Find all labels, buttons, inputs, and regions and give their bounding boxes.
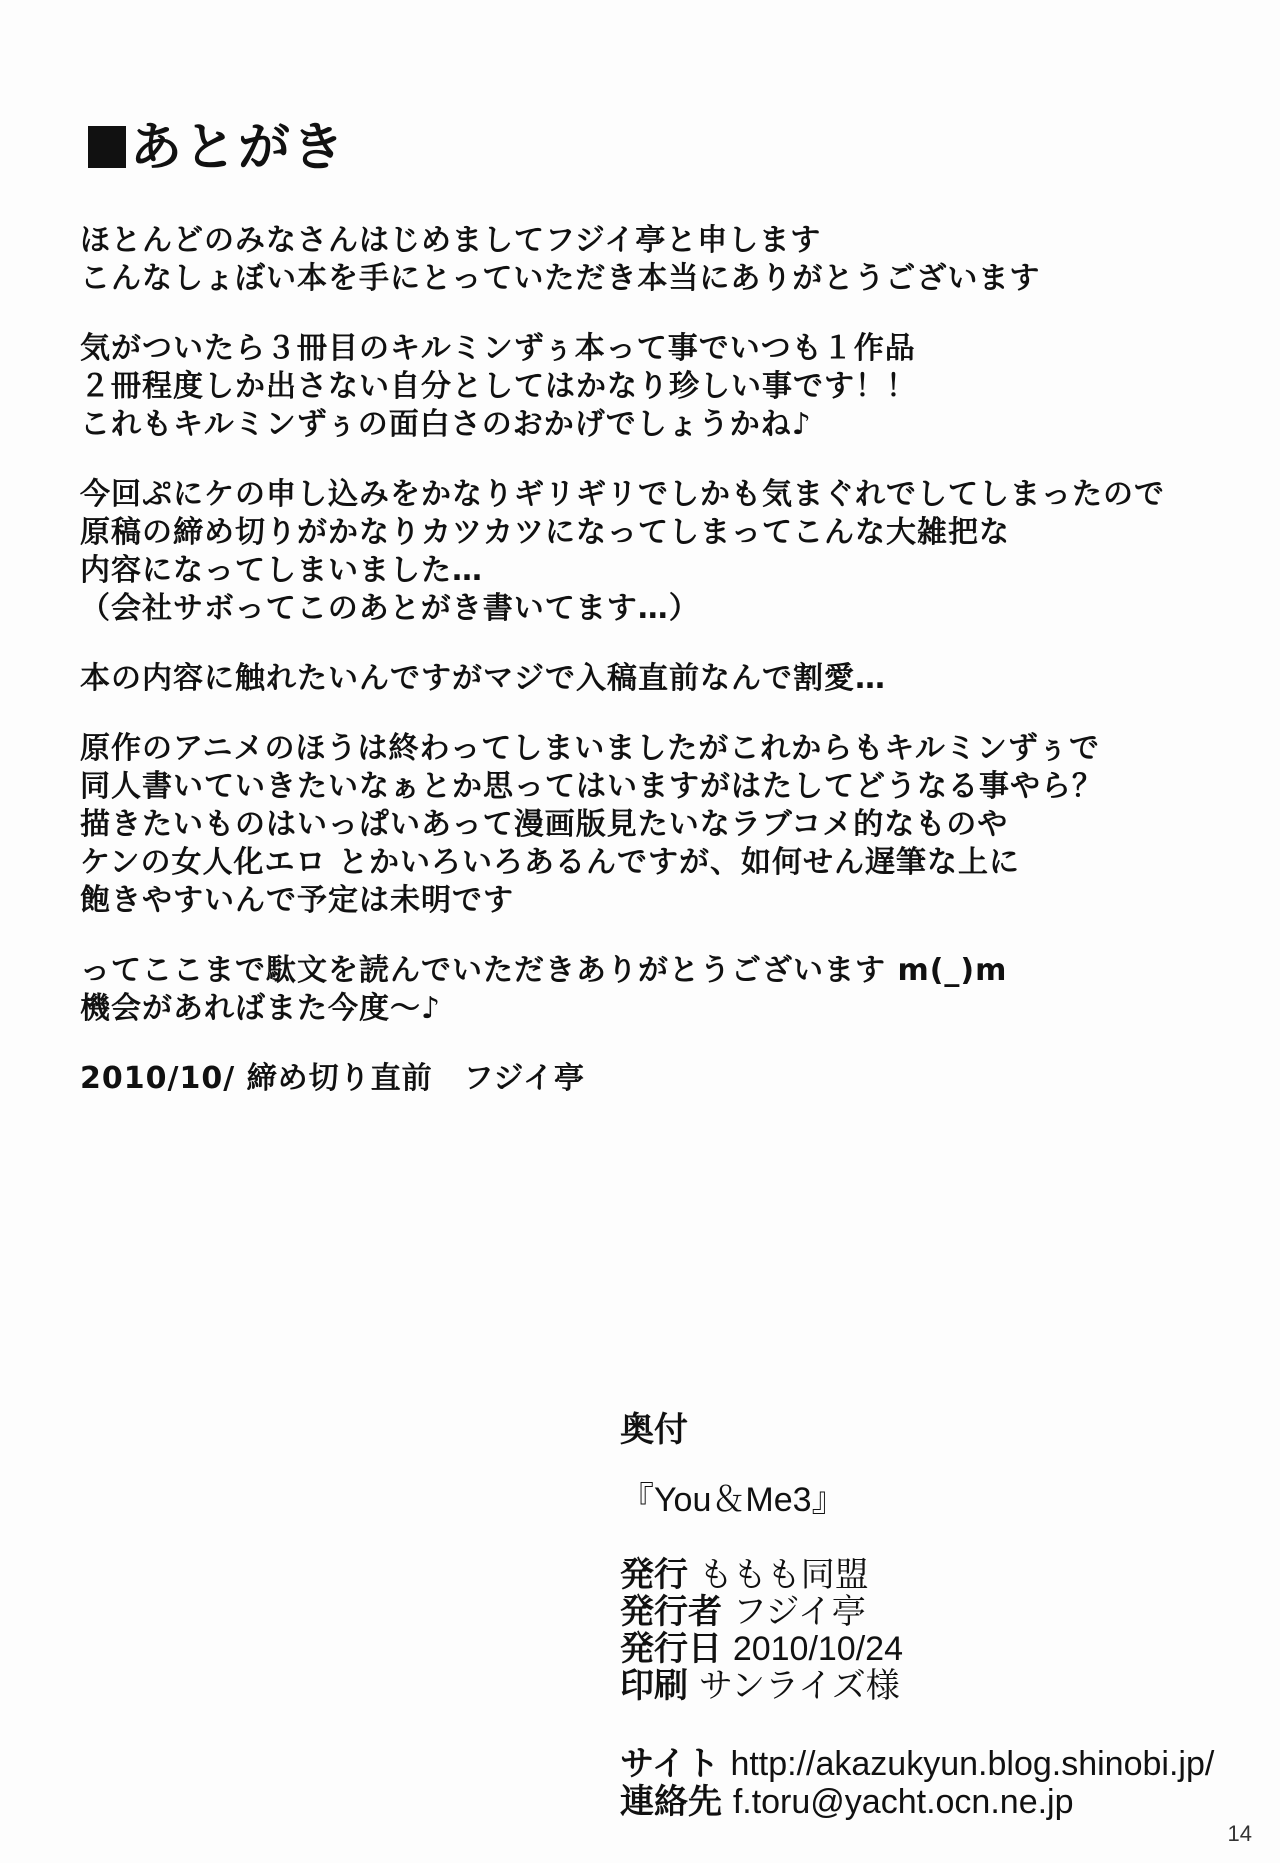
text-line: 原作のアニメのほうは終わってしまいましたがこれからもキルミンずぅで bbox=[80, 731, 1100, 766]
text-line: ってここまで駄文を読んでいただきありがとうございます m(_)m bbox=[80, 953, 1008, 988]
text-line: 機会があればまた今度～♪ bbox=[80, 991, 442, 1026]
text-line: ２冊程度しか出さない自分としてはかなり珍しい事です！！ bbox=[80, 369, 917, 404]
contact-label: サイト bbox=[620, 1744, 720, 1784]
text-line: ケンの女人化エロ とかいろいろあるんですが、如何せん遅筆な上に bbox=[80, 845, 1020, 880]
afterword-heading-text: あとがき bbox=[130, 118, 347, 178]
text-line: 飽きやすいんで予定は未明です bbox=[80, 883, 514, 918]
credit-value: ももも同盟 bbox=[698, 1556, 869, 1594]
text-line: （会社サボってこのあとがき書いてます…） bbox=[80, 591, 700, 626]
afterword-paragraph bbox=[80, 730, 1200, 920]
text-line: 原稿の締め切りがかなりカツカツになってしまってこんな大雑把な bbox=[80, 515, 1010, 550]
credit-printer bbox=[620, 1668, 1260, 1705]
text-line: 今回ぷにケの申し込みをかなりギリギリでしかも気まぐれでしてしまったので bbox=[80, 477, 1165, 512]
colophon-title: 奥付 bbox=[620, 1410, 688, 1450]
credit-publisher bbox=[620, 1557, 1260, 1594]
colophon-contacts bbox=[620, 1745, 1260, 1821]
text-line: 同人書いていきたいなぁとか思ってはいますがはたしてどうなる事やら？ bbox=[80, 769, 1103, 804]
text-line: 内容になってしまいました… bbox=[80, 553, 483, 588]
text-line: 描きたいものはいっぱいあって漫画版見たいなラブコメ的なものや bbox=[80, 807, 1009, 842]
credit-label: 印刷 bbox=[620, 1666, 688, 1706]
text-line: 気がついたら３冊目のキルミンずぅ本って事でいつも１作品 bbox=[80, 331, 916, 366]
site-url: http://akazukyun.blog.shinobi.jp/ bbox=[730, 1745, 1215, 1783]
black-square-icon bbox=[88, 126, 126, 168]
credit-issuer bbox=[620, 1594, 1260, 1631]
contact-label: 連絡先 bbox=[620, 1782, 722, 1822]
credit-date bbox=[620, 1631, 1260, 1668]
afterword-paragraph bbox=[80, 476, 1200, 628]
afterword-heading bbox=[88, 118, 347, 178]
text-line: こんなしょぼい本を手にとっていただき本当にありがとうございます bbox=[80, 261, 1041, 296]
credit-label: 発行日 bbox=[620, 1629, 722, 1669]
afterword-body bbox=[80, 222, 1200, 1098]
afterword-paragraph bbox=[80, 330, 1200, 444]
afterword-signature: 2010/10/ 締め切り直前 フジイ亭 bbox=[80, 1061, 585, 1096]
book-title: 『You＆Me3』 bbox=[620, 1481, 846, 1519]
credit-label: 発行者 bbox=[620, 1592, 722, 1632]
credit-value: フジイ亭 bbox=[732, 1593, 866, 1631]
colophon-credits bbox=[620, 1557, 1260, 1705]
afterword-paragraph bbox=[80, 222, 1200, 298]
credit-value: サンライズ様 bbox=[698, 1667, 900, 1705]
text-line: これもキルミンずぅの面白さのおかげでしょうかね♪ bbox=[80, 407, 812, 442]
text-line: 本の内容に触れたいんですがマジで入稿直前なんで割愛… bbox=[80, 661, 886, 696]
contact-email bbox=[620, 1783, 1260, 1821]
credit-label: 発行 bbox=[620, 1555, 688, 1595]
credit-value: 2010/10/24 bbox=[732, 1630, 903, 1668]
email-address: f.toru@yacht.ocn.ne.jp bbox=[732, 1783, 1074, 1821]
text-line: ほとんどのみなさんはじめましてフジイ亭と申します bbox=[80, 223, 822, 258]
colophon bbox=[620, 1410, 1260, 1822]
afterword-paragraph bbox=[80, 952, 1200, 1028]
page-number: 14 bbox=[1227, 1821, 1252, 1846]
contact-site bbox=[620, 1745, 1260, 1783]
afterword-paragraph bbox=[80, 660, 1200, 698]
